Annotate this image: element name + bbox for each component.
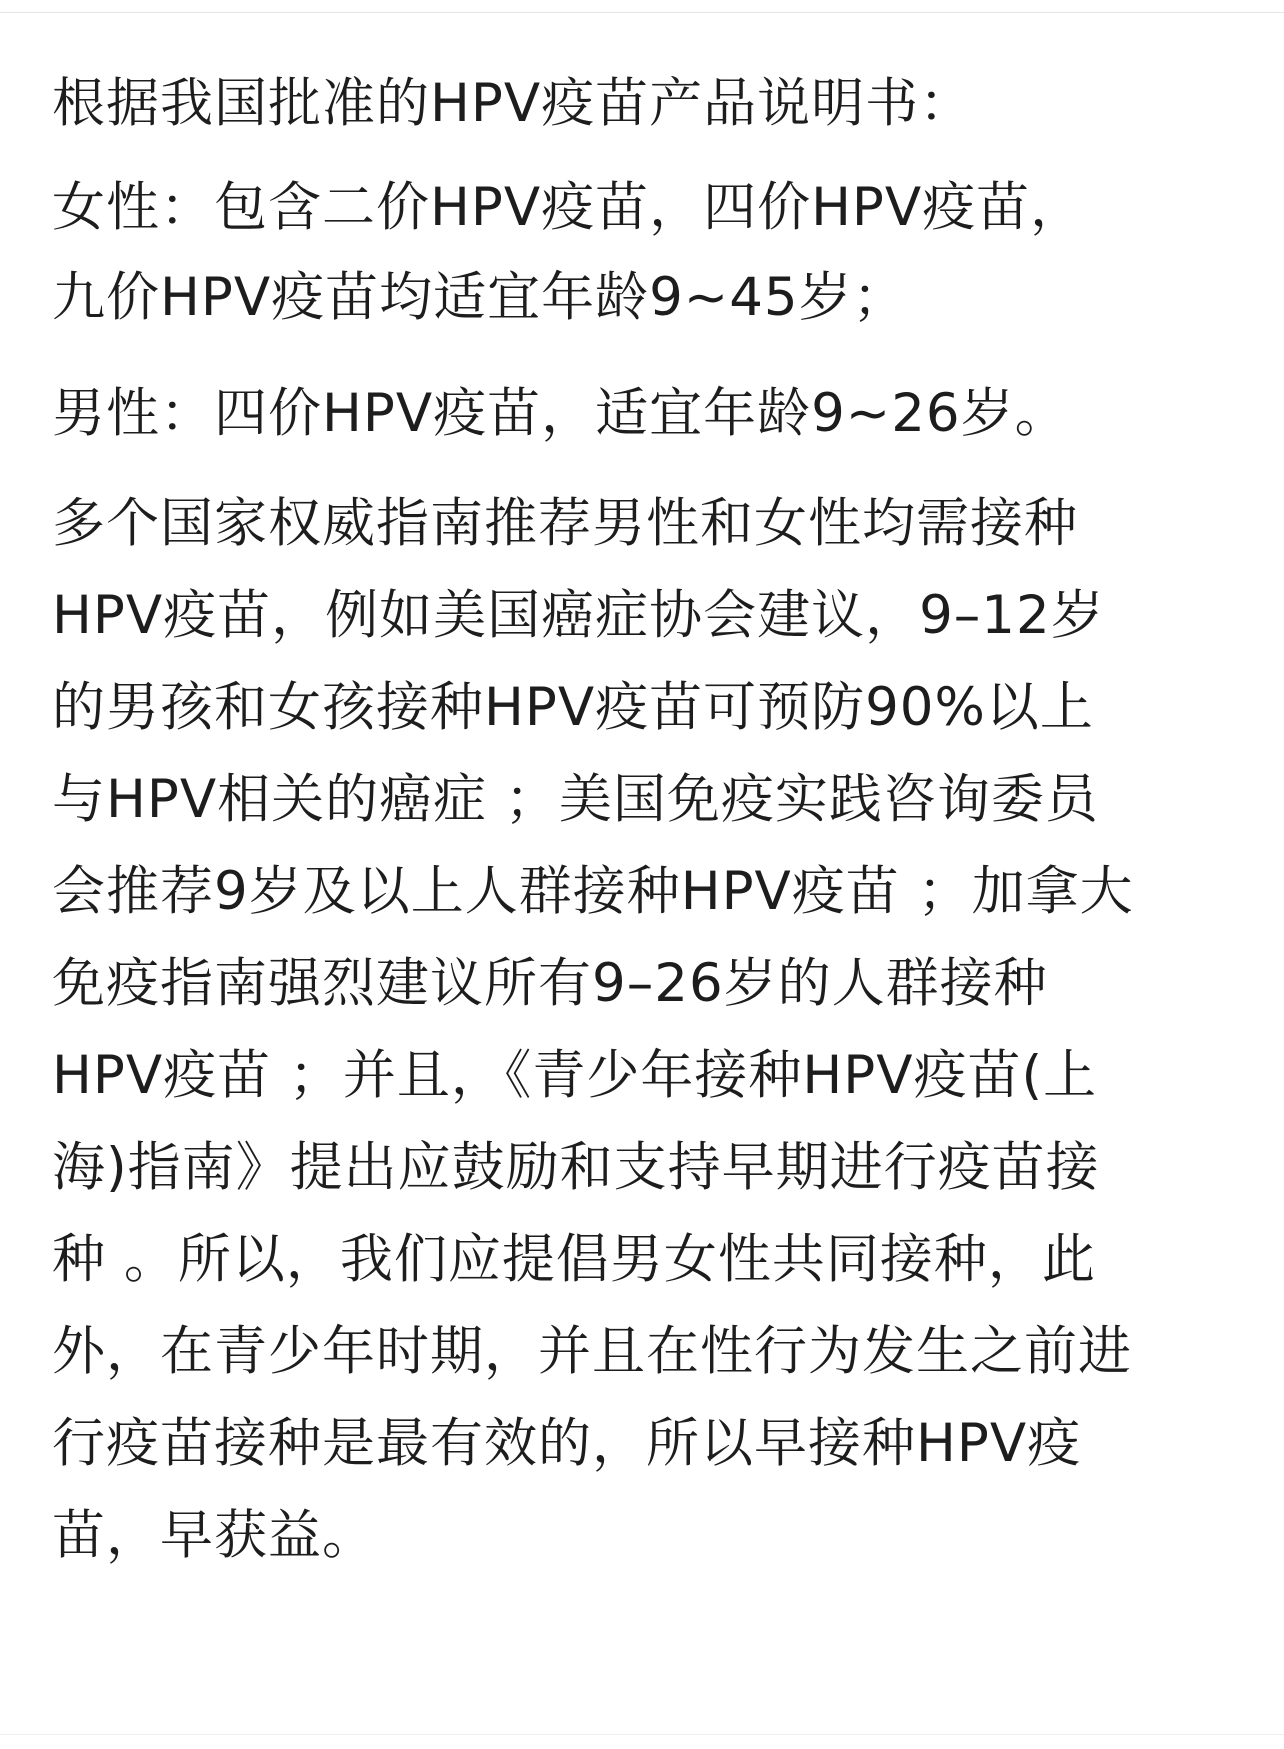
body-line: 免疫指南强烈建议所有9–26岁的人群接种 [52,953,1048,1014]
female-paragraph [52,172,1084,334]
intro-line: 根据我国批准的HPV疫苗产品说明书： [52,73,974,134]
body-line: 外，在青少年时期，并且在性行为发生之前进 [52,1321,1132,1382]
body-line: 会推荐9岁及以上人群接种HPV疫苗 ；加拿大 [52,861,1134,922]
bottom-divider [0,1734,1284,1749]
intro-paragraph [52,68,973,140]
body-line: HPV疫苗，例如美国癌症协会建议，9–12岁 [52,585,1105,646]
body-line: 与HPV相关的癌症 ；美国免疫实践咨询委员 [52,769,1099,830]
body-line: 多个国家权威指南推荐男性和女性均需接种 [52,493,1078,554]
body-line: 海)指南》提出应鼓励和支持早期进行疫苗接 [52,1137,1100,1198]
body-line: 苗，早获益。 [52,1505,376,1566]
female-line-1: 女性：包含二价HPV疫苗，四价HPV疫苗， [52,177,1085,238]
female-line-2: 九价HPV疫苗均适宜年龄9~45岁； [52,267,907,328]
guidelines-paragraph [52,488,1134,1572]
body-line: HPV疫苗 ；并且，《青少年接种HPV疫苗(上 [52,1045,1098,1106]
body-line: 种 。所以，我们应提倡男女性共同接种，此 [52,1229,1096,1290]
male-line: 男性：四价HPV疫苗，适宜年龄9~26岁。 [52,383,1069,444]
male-paragraph [52,378,1069,450]
body-line: 的男孩和女孩接种HPV疫苗可预防90%以上 [52,677,1094,738]
top-divider [0,0,1284,13]
body-line: 行疫苗接种是最有效的，所以早接种HPV疫 [52,1413,1082,1474]
